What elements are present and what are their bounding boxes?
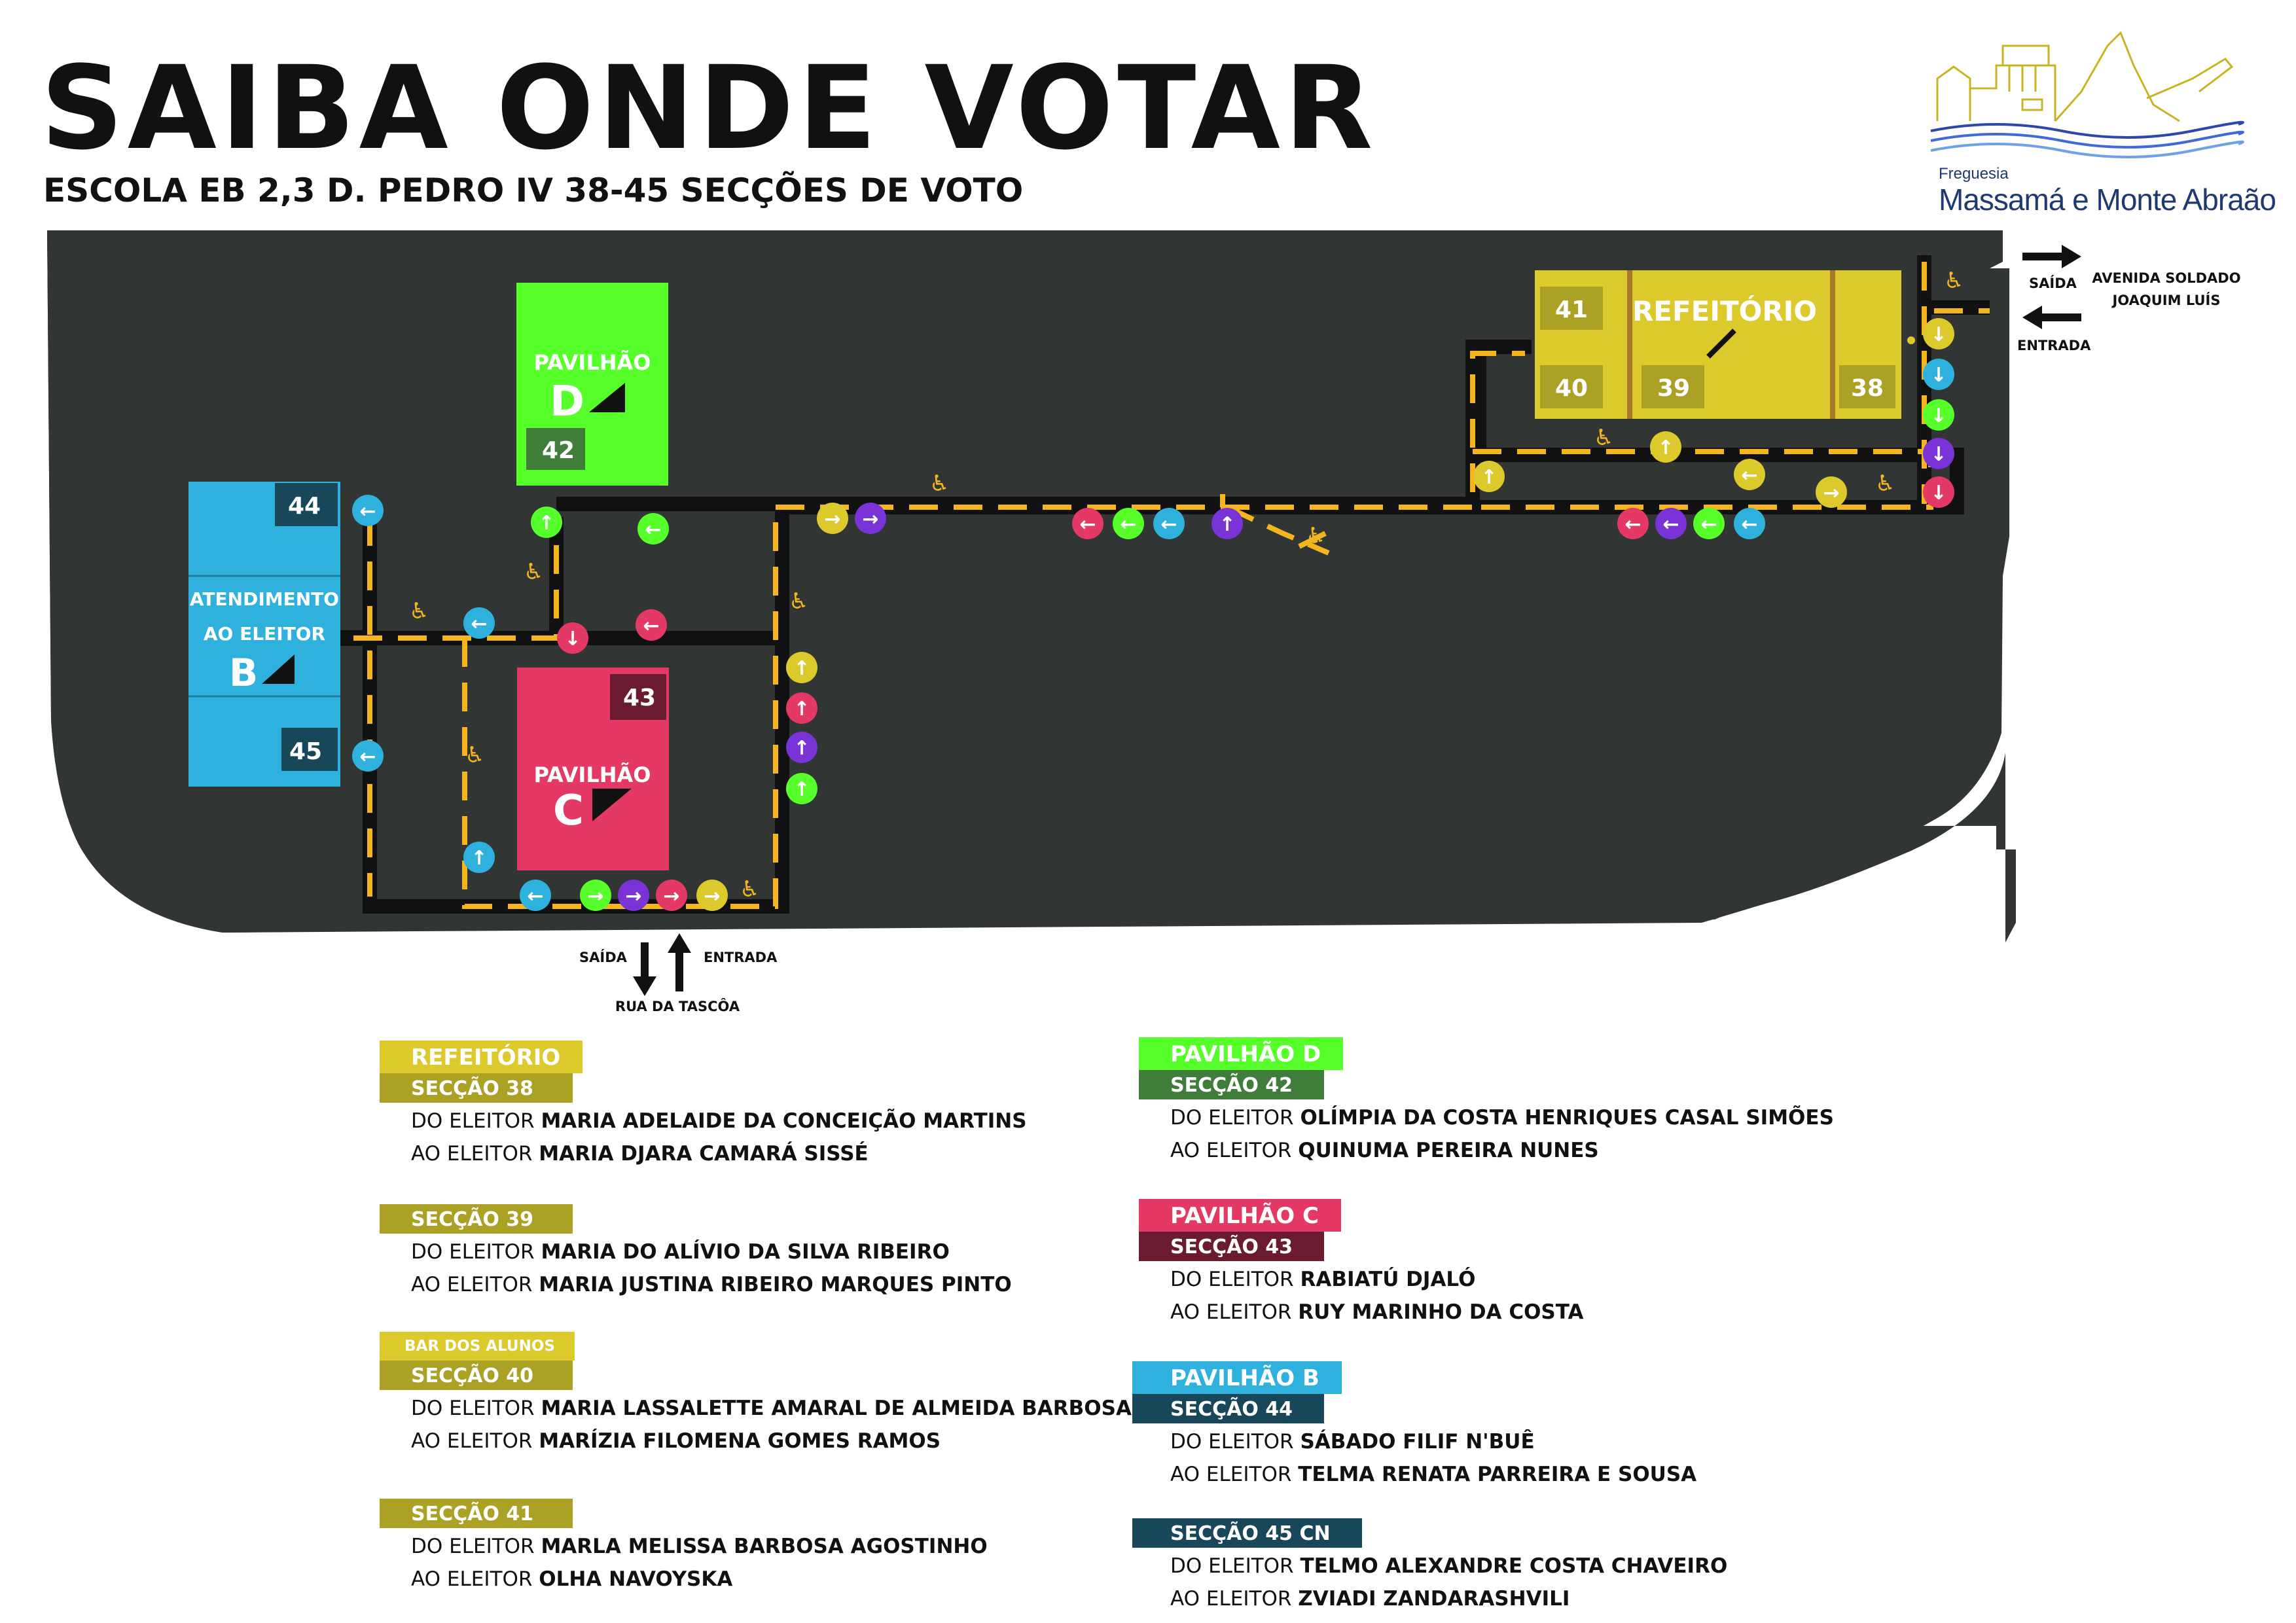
arrow-left-icon: [1617, 508, 1649, 539]
svg-text:↑: ↑: [793, 778, 810, 801]
wheelchair-icon: ♿: [1875, 471, 1895, 497]
legend-section-43: SECÇÃO 43: [1139, 1232, 1324, 1261]
legend-to-42: AO ELEITOR QUINUMA PEREIRA NUNES: [1170, 1139, 1599, 1162]
legend-section-45: SECÇÃO 45 CN: [1132, 1518, 1362, 1548]
arrow-up-icon: [1211, 508, 1243, 539]
section-44-label: 44: [288, 493, 321, 520]
legend-from-42: DO ELEITOR OLÍMPIA DA COSTA HENRIQUES CASAL SIMÕES: [1170, 1106, 1834, 1130]
east-saida-label: SAÍDA: [2029, 276, 2077, 291]
svg-text:←: ←: [1741, 464, 1758, 487]
legend-from-38: DO ELEITOR MARIA ADELAIDE DA CONCEIÇÃO MARTINS: [411, 1109, 1027, 1133]
section-42-label: 42: [542, 437, 575, 464]
svg-text:↓: ↓: [1930, 404, 1947, 427]
arrow-left-icon: [1113, 508, 1144, 539]
pavilhao-d-letter: D: [550, 378, 585, 426]
legend-to-43: AO ELEITOR RUY MARINHO DA COSTA: [1170, 1300, 1584, 1324]
section-39-label: 39: [1657, 375, 1691, 402]
svg-text:↑: ↑: [793, 657, 810, 680]
east-street-label-2: JOAQUIM LUÍS: [2112, 293, 2221, 308]
arrow-left-icon: [463, 607, 495, 639]
svg-text:↑: ↑: [471, 847, 488, 870]
svg-text:↓: ↓: [1930, 482, 1947, 505]
arrow-left-icon: [2022, 306, 2042, 329]
legend-section-40: SECÇÃO 40: [380, 1361, 573, 1390]
pavilhao-b-letter: B: [229, 651, 259, 695]
svg-text:←: ←: [359, 745, 376, 768]
building-pavilhao-c[interactable]: [517, 668, 669, 870]
arrow-right-icon: [580, 880, 611, 911]
building-pavilhao-b[interactable]: [188, 482, 340, 787]
arrow-left-icon: [1072, 508, 1103, 539]
arrow-up-icon: [1473, 461, 1505, 492]
wheelchair-icon: ♿: [465, 742, 485, 768]
pavilhao-b-label-2: AO ELEITOR: [203, 623, 326, 645]
svg-text:→: →: [625, 885, 642, 908]
arrow-up-icon: [786, 773, 817, 804]
arrow-left-icon: [352, 495, 384, 526]
svg-text:←: ←: [1741, 513, 1758, 536]
svg-text:→: →: [1823, 482, 1840, 505]
arrow-right-icon: [855, 503, 886, 534]
wheelchair-icon: ♿: [1306, 523, 1326, 549]
svg-text:↑: ↑: [1657, 437, 1674, 459]
pavilhao-b-label-1: ATENDIMENTO: [189, 588, 340, 610]
arrow-left-icon: [1153, 508, 1185, 539]
east-street-label-1: AVENIDA SOLDADO: [2092, 270, 2241, 286]
arrow-left-icon: [1693, 508, 1725, 539]
east-entrada-label: ENTRADA: [2017, 338, 2091, 353]
arrow-down-icon: [557, 622, 588, 654]
legend-pavilhao-b-44: [1132, 1361, 1696, 1489]
svg-text:↑: ↑: [538, 512, 555, 535]
section-41-label: 41: [1555, 296, 1588, 323]
arrow-down-icon: [633, 976, 656, 996]
svg-text:←: ←: [527, 885, 544, 908]
arrow-up-icon: [786, 732, 817, 763]
south-entrada-label: ENTRADA: [704, 950, 778, 965]
arrow-left-icon: [636, 609, 667, 641]
legend-from-43: DO ELEITOR RABIATÚ DJALÓ: [1170, 1268, 1476, 1291]
legend-section-42: SECÇÃO 42: [1139, 1070, 1324, 1099]
legend-to-45: AO ELEITOR ZVIADI ZANDARASHVILI: [1170, 1587, 1570, 1611]
svg-text:→: →: [587, 885, 604, 908]
legend-to-39: AO ELEITOR MARIA JUSTINA RIBEIRO MARQUES PINTO: [411, 1273, 1012, 1296]
svg-text:←: ←: [1662, 513, 1679, 536]
legend-pavilhao-d-42: [1139, 1037, 1834, 1165]
arrow-left-icon: [1734, 508, 1765, 539]
arrow-up-icon: [668, 933, 691, 953]
legend-from-45: DO ELEITOR TELMO ALEXANDRE COSTA CHAVEIRO: [1170, 1554, 1728, 1578]
section-43-label: 43: [623, 685, 656, 711]
legend-section-39-block: [380, 1204, 1012, 1299]
arrow-up-icon: [463, 842, 495, 873]
svg-text:→: →: [824, 508, 841, 531]
wheelchair-icon: ♿: [1594, 425, 1614, 451]
legend-header-pavilhao-b: PAVILHÃO B: [1132, 1361, 1342, 1394]
building-pavilhao-d[interactable]: [516, 283, 668, 486]
arrow-left-icon: [637, 513, 669, 544]
svg-text:←: ←: [1120, 513, 1137, 536]
svg-text:←: ←: [643, 615, 660, 637]
svg-text:↓: ↓: [564, 628, 581, 651]
svg-text:←: ←: [471, 613, 488, 635]
arrow-right-icon: [2062, 245, 2081, 268]
svg-text:→: →: [862, 508, 879, 531]
svg-text:↓: ↓: [1930, 364, 1947, 387]
south-exit: [579, 933, 778, 1014]
svg-text:↓: ↓: [1930, 443, 1947, 466]
wheelchair-icon: ♿: [524, 559, 544, 585]
svg-text:→: →: [663, 885, 680, 908]
refeitorio-label: REFEITÓRIO: [1632, 295, 1818, 327]
legend-section-44: SECÇÃO 44: [1132, 1394, 1324, 1423]
svg-text:↑: ↑: [793, 737, 810, 760]
wheelchair-icon: ♿: [789, 588, 809, 615]
svg-text:↑: ↑: [1480, 466, 1498, 489]
legend-header-pavilhao-c: PAVILHÃO C: [1139, 1199, 1341, 1232]
legend-header-bar: BAR DOS ALUNOS: [380, 1332, 575, 1361]
legend-from-44: DO ELEITOR SÁBADO FILIF N'BUÊ: [1170, 1430, 1535, 1454]
wheelchair-icon: ♿: [929, 471, 950, 497]
arrow-up-icon: [786, 652, 817, 683]
arrow-right-icon: [1816, 476, 1847, 508]
arrow-right-icon: [696, 880, 728, 911]
legend-to-41: AO ELEITOR OLHA NAVOYSKA: [411, 1567, 733, 1591]
arrow-down-icon: [1923, 359, 1954, 390]
arrow-left-icon: [520, 880, 551, 911]
pavilhao-d-label: PAVILHÃO: [533, 350, 651, 375]
section-38-label: 38: [1851, 375, 1884, 402]
arrow-up-icon: [786, 692, 817, 724]
legend-to-38: AO ELEITOR MARIA DJARA CAMARÁ SISSÉ: [411, 1142, 869, 1166]
wheelchair-icon: ♿: [740, 876, 760, 902]
arrow-down-icon: [1923, 438, 1954, 469]
legend-pavilhao-c-43: [1139, 1199, 1584, 1327]
south-street-label: RUA DA TASCÔA: [615, 999, 740, 1014]
section-45-label: 45: [289, 738, 323, 765]
page-title: SAIBA ONDE VOTAR: [41, 41, 1377, 175]
legend-section-41-block: [380, 1499, 988, 1594]
svg-text:→: →: [704, 885, 721, 908]
arrow-right-icon: [656, 880, 687, 911]
arrow-left-icon: [1734, 459, 1765, 490]
south-saida-label: SAÍDA: [579, 950, 627, 965]
arrow-left-icon: [1655, 508, 1687, 539]
svg-text:↑: ↑: [1219, 513, 1236, 536]
page-subtitle: ESCOLA EB 2,3 D. PEDRO IV 38-45 SECÇÕES DE VOTO: [43, 171, 1024, 209]
legend-from-39: DO ELEITOR MARIA DO ALÍVIO DA SILVA RIBEIRO: [411, 1240, 950, 1264]
east-exit: [2017, 245, 2241, 353]
legend-section-39: SECÇÃO 39: [380, 1204, 573, 1234]
building-refeitorio[interactable]: [1535, 270, 1915, 419]
arrow-up-icon: [531, 507, 562, 538]
logo-title: Massamá e Monte Abraão: [1939, 183, 2276, 217]
arrow-left-icon: [352, 740, 384, 772]
svg-text:↓: ↓: [1930, 323, 1947, 346]
logo-subtitle: Freguesia: [1939, 165, 2009, 183]
legend-bar-40: [380, 1332, 1132, 1455]
arrow-down-icon: [1923, 318, 1954, 349]
legend-header-refeitorio: REFEITÓRIO: [380, 1041, 583, 1073]
legend-header-pavilhao-d: PAVILHÃO D: [1139, 1037, 1343, 1070]
arrow-right-icon: [817, 503, 848, 534]
wheelchair-icon: ♿: [1944, 268, 1964, 294]
legend-section-41: SECÇÃO 41: [380, 1499, 573, 1528]
svg-text:←: ←: [645, 518, 662, 541]
section-40-label: 40: [1555, 375, 1588, 402]
legend-refeitorio-38: [380, 1041, 1027, 1168]
pavilhao-c-letter: C: [553, 787, 584, 835]
wheelchair-icon: ♿: [409, 598, 429, 624]
arrow-right-icon: [618, 880, 649, 911]
pavilhao-c-label: PAVILHÃO: [533, 762, 651, 787]
legend-to-44: AO ELEITOR TELMA RENATA PARREIRA E SOUSA: [1170, 1463, 1697, 1486]
legend-from-41: DO ELEITOR MARLA MELISSA BARBOSA AGOSTINHO: [411, 1535, 988, 1558]
arrow-down-icon: [1923, 476, 1954, 508]
svg-text:←: ←: [359, 500, 376, 523]
svg-text:↑: ↑: [793, 698, 810, 721]
svg-text:←: ←: [1700, 513, 1717, 536]
svg-text:←: ←: [1624, 513, 1641, 536]
legend-to-40: AO ELEITOR MARÍZIA FILOMENA GOMES RAMOS: [411, 1429, 941, 1453]
legend-from-40: DO ELEITOR MARIA LASSALETTE AMARAL DE ALMEIDA BARBOSA: [411, 1397, 1132, 1420]
arrow-down-icon: [1923, 399, 1954, 431]
svg-text:←: ←: [1079, 513, 1096, 536]
svg-text:←: ←: [1160, 513, 1177, 536]
legend-section-38: SECÇÃO 38: [380, 1073, 573, 1103]
legend-section-45-block: [1132, 1518, 1727, 1613]
arrow-up-icon: [1650, 431, 1681, 463]
